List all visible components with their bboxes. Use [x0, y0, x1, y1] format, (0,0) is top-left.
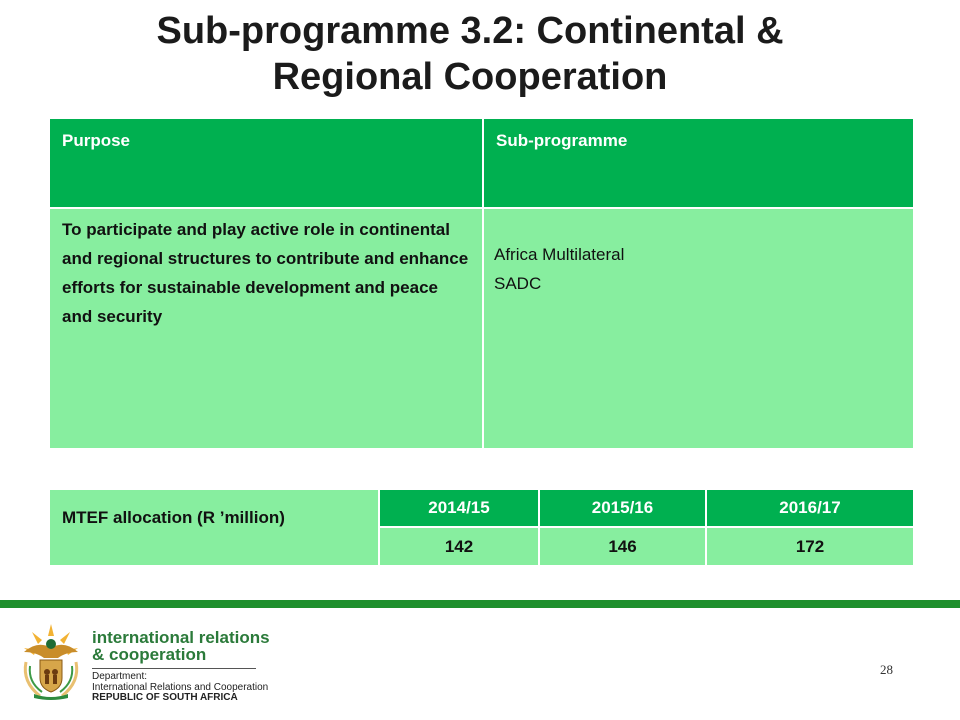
mtef-year-cell: 2014/15: [379, 489, 539, 527]
country-name: REPUBLIC OF SOUTH AFRICA: [92, 692, 238, 703]
slide-title-line-2: Regional Cooperation: [272, 56, 668, 98]
mtef-year-cell: 2015/16: [539, 489, 706, 527]
department-name: International Relations and Cooperation: [92, 682, 269, 693]
footer-divider-bar: [0, 600, 960, 608]
mtef-years-row: [49, 489, 914, 527]
page-number: 28: [880, 662, 893, 677]
purpose-table-header-row: [49, 118, 914, 208]
sub-programme-item: Africa Multilateral: [494, 245, 625, 264]
slide-title-line-1: Sub-programme 3.2: Continental &: [156, 10, 784, 52]
sub-programme-item: SADC: [494, 274, 542, 293]
mtef-value-cell: 142: [379, 527, 539, 566]
org-name-line-1: international relations: [92, 628, 270, 647]
mtef-label-cell: [49, 489, 379, 566]
mtef-label: MTEF allocation (R ’million): [62, 508, 285, 527]
mtef-year-cell: 2016/17: [706, 489, 914, 527]
dirco-logo: [18, 622, 270, 703]
purpose-header-cell: [49, 118, 483, 208]
purpose-text: To participate and play active role in continental and regional structures to contribute and enhance efforts for sustainable development and peace and security: [62, 220, 469, 326]
purpose-table-body-row: [49, 208, 914, 449]
department-label: Department:: [92, 671, 148, 682]
slide-title: [0, 8, 940, 100]
mtef-table: [48, 488, 915, 567]
coat-of-arms-icon: [18, 622, 84, 700]
purpose-table: [48, 117, 915, 450]
logo-divider: [92, 668, 256, 669]
purpose-header-label: Purpose: [62, 131, 131, 150]
mtef-value-cell: 172: [706, 527, 914, 566]
sub-programme-list: [484, 209, 913, 298]
sub-programme-cell: [483, 208, 914, 449]
org-name-line-2: & cooperation: [92, 645, 207, 664]
sub-programme-header-cell: [483, 118, 914, 208]
mtef-value-cell: 146: [539, 527, 706, 566]
sub-programme-header-label: Sub-programme: [496, 131, 628, 150]
purpose-cell: [49, 208, 483, 449]
